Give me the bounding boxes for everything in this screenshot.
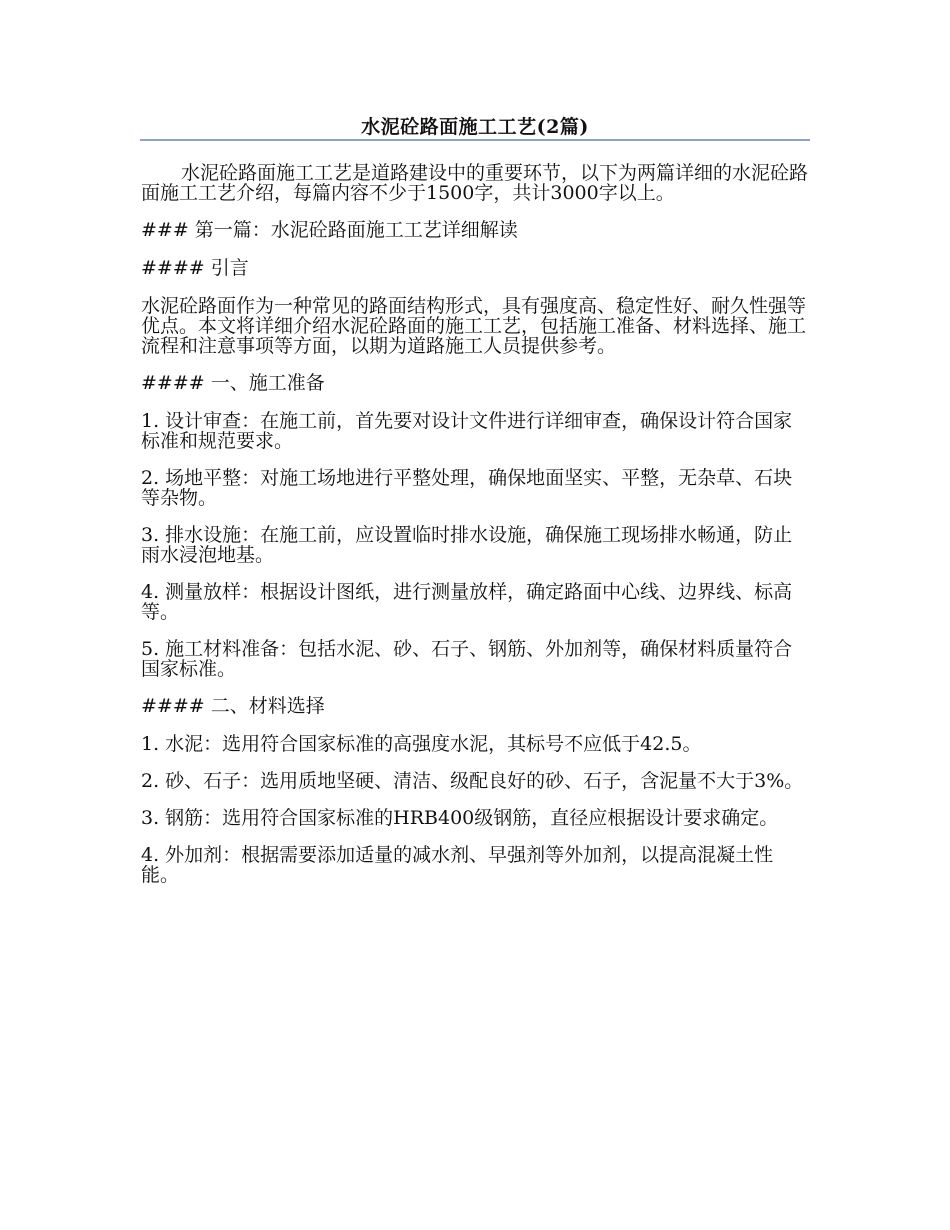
list-item: 4. 外加剂：根据需要添加适量的减水剂、早强剂等外加剂，以提高混凝土性能。 (141, 844, 774, 886)
document-body (141, 163, 811, 902)
list-item: 2. 场地平整：对施工场地进行平整处理，确保地面坚实、平整，无杂草、石块等杂物。 (141, 467, 793, 509)
list-item: 1. 设计审查：在施工前，首先要对设计文件进行详细审查，确保设计符合国家标准和规范要求。 (141, 410, 793, 452)
list-item: 2. 砂、石子：选用质地坚硬、清洁、级配良好的砂、石子，含泥量不大于3%。 (141, 770, 804, 792)
list-item: 1. 水泥：选用符合国家标准的高强度水泥，其标号不应低于42.5。 (141, 733, 702, 755)
document-title: 水泥砼路面施工工艺(2篇) (361, 116, 589, 138)
section-heading: ### 第一篇：水泥砼路面施工工艺详细解读 (141, 219, 518, 241)
intro-paragraph: 水泥砼路面施工工艺是道路建设中的重要环节，以下为两篇详细的水泥砼路面施工工艺介绍，每篇内容不少于1500字，共计3000字以上。 (141, 162, 809, 204)
list-item: 5. 施工材料准备：包括水泥、砂、石子、钢筋、外加剂等，确保材料质量符合国家标准。 (141, 638, 793, 680)
paragraph: 水泥砼路面作为一种常见的路面结构形式，具有强度高、稳定性好、耐久性强等优点。本文将详细介绍水泥砼路面的施工工艺，包括施工准备、材料选择、施工流程和注意事项等方面，以期为道路施工人员提供参考。 (141, 295, 807, 357)
list-item: 4. 测量放样：根据设计图纸，进行测量放样，确定路面中心线、边界线、标高等。 (141, 581, 793, 623)
title-underline (140, 139, 810, 141)
list-item: 3. 排水设施：在施工前，应设置临时排水设施，确保施工现场排水畅通，防止雨水浸泡地基。 (141, 524, 793, 566)
list-item: 3. 钢筋：选用符合国家标准的HRB400级钢筋，直径应根据设计要求确定。 (141, 807, 779, 829)
subsection-heading: #### 一、施工准备 (141, 372, 325, 394)
subsection-heading: #### 二、材料选择 (141, 695, 325, 717)
subsection-heading: #### 引言 (141, 257, 249, 279)
